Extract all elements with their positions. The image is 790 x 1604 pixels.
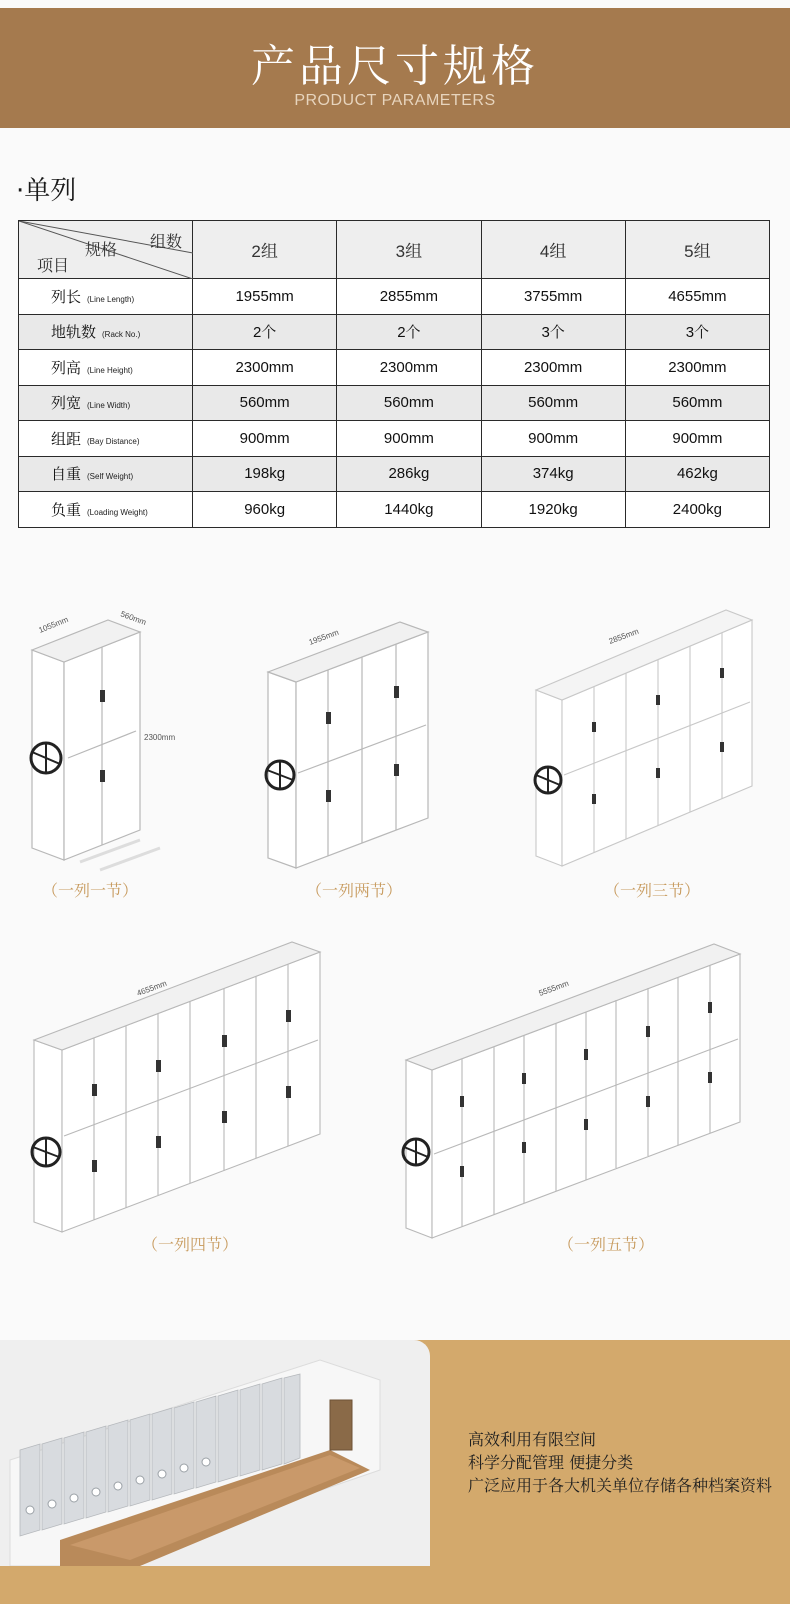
table-cell: 198kg [193,456,337,492]
column-header: 3组 [337,221,481,279]
row-label-en: (Line Height) [87,365,133,375]
table-cell: 374kg [481,456,625,492]
table-cell: 900mm [481,421,625,457]
row-label [19,350,193,386]
illustration-caption-5: （一列五节） [557,1235,654,1254]
table-cell: 2300mm [481,350,625,386]
feature-item: 广泛应用于各大机关单位存储各种档案资料 [468,1476,773,1495]
cabinet-illustration-4 [20,940,340,1240]
table-cell: 900mm [625,421,769,457]
column-header: 2组 [193,221,337,279]
corner-label-group: 组数 [149,234,182,251]
row-label-cn: 地轨数 [51,324,97,342]
header-banner [0,8,790,128]
table-cell: 900mm [337,421,481,457]
illustration-caption-2: （一列两节） [305,881,402,900]
corner-label-spec: 规格 [85,242,118,259]
feature-item: 科学分配管理 便捷分类 [468,1453,634,1472]
page-title: 产品尺寸规格 [251,41,539,92]
table-cell: 960kg [193,492,337,528]
corner-label-item: 项目 [37,258,70,275]
row-label-cn: 负重 [51,501,82,519]
row-label-en: (Loading Weight) [87,507,148,517]
table-header-row [19,221,770,279]
archive-room-illustration [0,1340,430,1566]
feature-list [468,1428,772,1497]
row-label-en: (Line Length) [87,294,135,304]
table-cell: 3个 [481,314,625,350]
table-cell: 286kg [337,456,481,492]
row-label-cn: 自重 [51,466,82,484]
dim-label: 1955mm [307,627,340,647]
table-cell: 560mm [337,385,481,421]
feature-item: 高效利用有限空间 [468,1430,597,1449]
row-label-cn: 列长 [51,288,82,306]
cabinet-illustration-1 [20,600,200,880]
table-corner-cell [19,221,193,279]
table-row [19,350,770,386]
table-row [19,421,770,457]
table-cell: 3个 [625,314,769,350]
table-cell: 3755mm [481,279,625,315]
row-label [19,492,193,528]
row-label-cn: 列高 [51,359,82,377]
row-label [19,421,193,457]
table-cell: 2300mm [337,350,481,386]
table-row [19,279,770,315]
row-label-cn: 组距 [51,430,82,448]
table-row [19,385,770,421]
archive-room-image [0,1340,430,1566]
table-cell: 2855mm [337,279,481,315]
row-label [19,279,193,315]
cabinet-illustration-2 [260,610,450,880]
illustration-caption-4: （一列四节） [141,1235,238,1254]
table-cell: 1440kg [337,492,481,528]
table-cell: 560mm [625,385,769,421]
dim-label: 2855mm [607,626,640,646]
table-cell: 2300mm [193,350,337,386]
table-cell: 560mm [481,385,625,421]
row-label-en: (Rack No.) [102,330,141,340]
table-cell: 2400kg [625,492,769,528]
spec-table [18,220,770,528]
row-label [19,385,193,421]
page-subtitle: PRODUCT PARAMETERS [294,92,496,109]
row-label-cn: 列宽 [51,395,82,413]
row-label-en: (Bay Distance) [87,436,140,446]
row-label-en: (Line Width) [87,401,131,411]
table-cell: 462kg [625,456,769,492]
dim-label: 560mm [119,609,148,628]
illustration-caption-3: （一列三节） [603,881,700,900]
cabinet-illustration-5 [396,930,766,1240]
bottom-feature-section [0,1340,790,1604]
cabinet-illustration-3 [530,600,770,880]
table-cell: 2300mm [625,350,769,386]
table-cell: 4655mm [625,279,769,315]
table-row [19,314,770,350]
table-row [19,492,770,528]
column-header: 4组 [481,221,625,279]
table-row [19,456,770,492]
row-label [19,456,193,492]
dim-label: 5555mm [537,978,570,998]
dim-label: 4655mm [135,978,168,998]
table-cell: 2个 [193,314,337,350]
table-cell: 900mm [193,421,337,457]
row-label [19,314,193,350]
row-label-en: (Self Weight) [87,472,134,482]
column-header: 5组 [625,221,769,279]
table-cell: 560mm [193,385,337,421]
section-title: ·单列 [16,176,77,206]
dim-label: 2300mm [144,733,176,742]
dim-label: 1055mm [37,614,70,635]
table-cell: 1955mm [193,279,337,315]
table-cell: 1920kg [481,492,625,528]
illustration-caption-1: （一列一节） [41,881,138,900]
table-cell: 2个 [337,314,481,350]
